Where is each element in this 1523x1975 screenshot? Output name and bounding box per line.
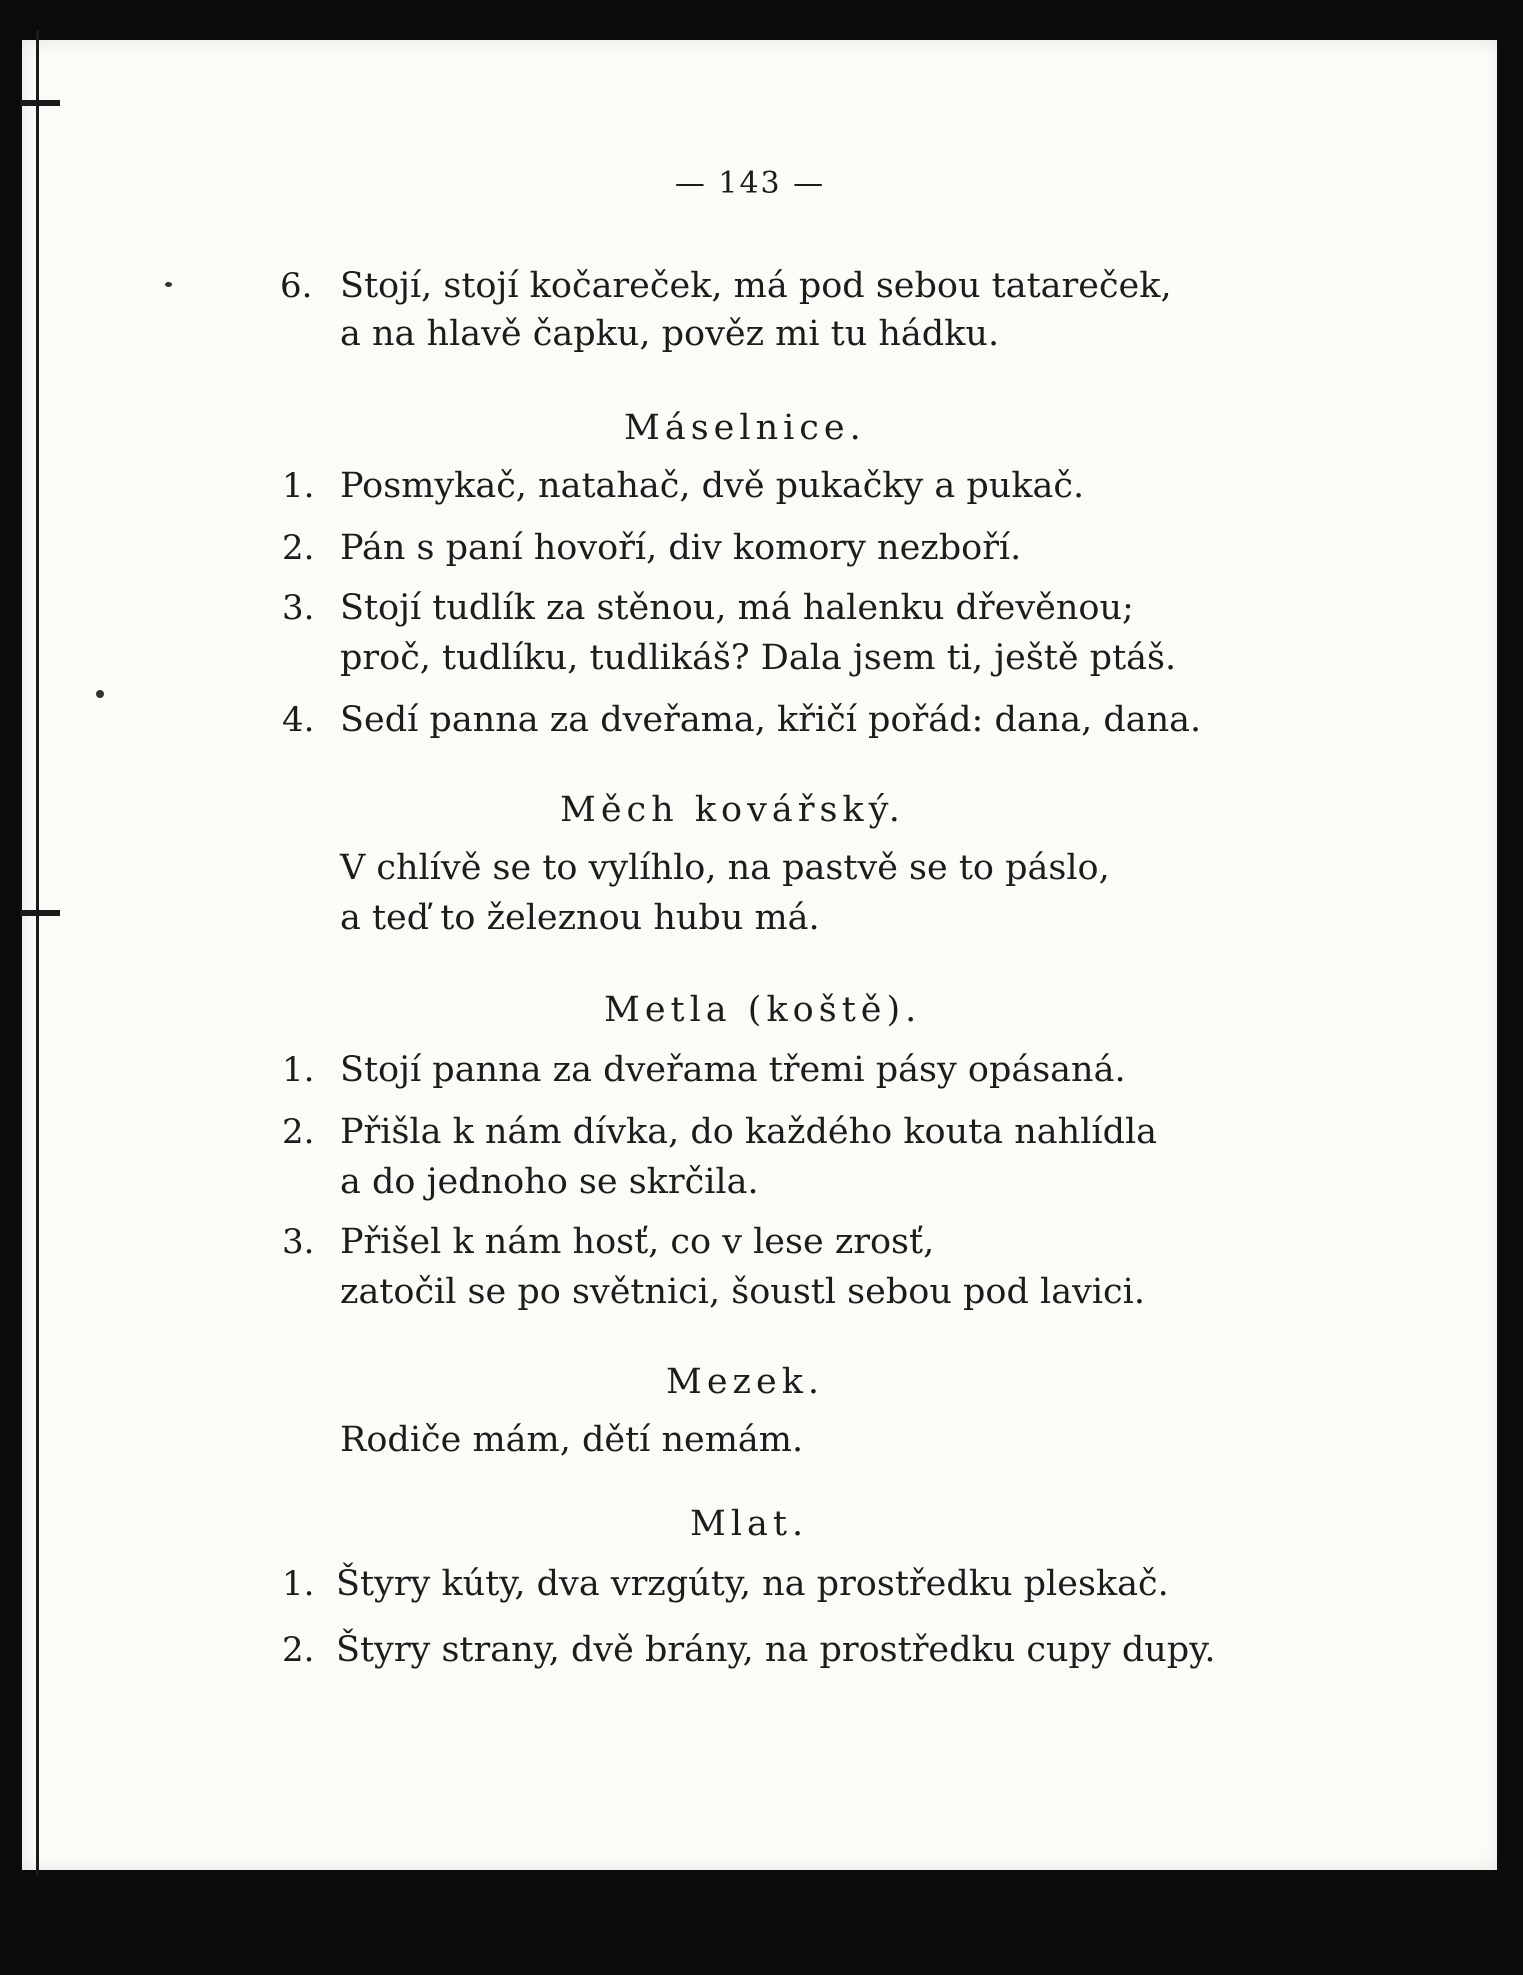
item-number: 1.	[282, 1564, 315, 1604]
riddle-line: Pán s paní hovoří, div komory nezboří.	[340, 528, 1022, 568]
item-number: 4.	[282, 700, 315, 740]
riddle-line: a teď to železnou hubu má.	[340, 898, 820, 938]
item-number: 1.	[282, 1050, 315, 1090]
item-number: 1.	[282, 466, 315, 506]
riddle-line: V chlívě se to vylíhlo, na pastvě se to páslo,	[340, 848, 1110, 888]
riddle-line: Stojí panna za dveřama třemi pásy opásaná.	[340, 1050, 1126, 1090]
riddle-line: Stojí, stojí kočareček, má pod sebou tatareček,	[340, 266, 1172, 306]
item-number: 2.	[282, 1630, 315, 1670]
riddle-line: Přišla k nám dívka, do každého kouta nahlídla	[340, 1112, 1158, 1152]
riddle-line: zatočil se po světnici, šoustl sebou pod lavici.	[340, 1272, 1145, 1312]
riddle-line: a do jednoho se skrčila.	[340, 1162, 759, 1202]
section-heading: Měch kovářský.	[560, 790, 905, 830]
riddle-line: Přišel k nám hosť, co v lese zrosť,	[340, 1222, 935, 1262]
section-heading: Mezek.	[666, 1362, 825, 1402]
riddle-line: Stojí tudlík za stěnou, má halenku dřevěnou;	[340, 588, 1134, 628]
riddle-line: Posmykač, natahač, dvě pukačky a pukač.	[340, 466, 1085, 506]
riddle-line: Štyry strany, dvě brány, na prostředku cupy dupy.	[336, 1630, 1216, 1670]
item-number: 3.	[282, 1222, 315, 1262]
page-number: — 143 —	[674, 166, 826, 201]
item-number: 3.	[282, 588, 315, 628]
riddle-line: Štyry kúty, dva vrzgúty, na prostředku pleskač.	[336, 1564, 1169, 1604]
item-number: 2.	[282, 528, 315, 568]
item-number: 2.	[282, 1112, 315, 1152]
section-heading: Mlat.	[690, 1504, 809, 1544]
section-heading: Metla (koště).	[604, 990, 922, 1030]
riddle-line: a na hlavě čapku, pověz mi tu hádku.	[340, 314, 1000, 354]
item-number: 6.	[280, 266, 313, 306]
riddle-line: Sedí panna za dveřama, křičí pořád: dana, dana.	[340, 700, 1202, 740]
riddle-line: proč, tudlíku, tudlikáš? Dala jsem ti, ještě ptáš.	[340, 638, 1177, 678]
riddle-line: Rodiče mám, dětí nemám.	[340, 1420, 804, 1460]
section-heading: Máselnice.	[624, 408, 866, 448]
